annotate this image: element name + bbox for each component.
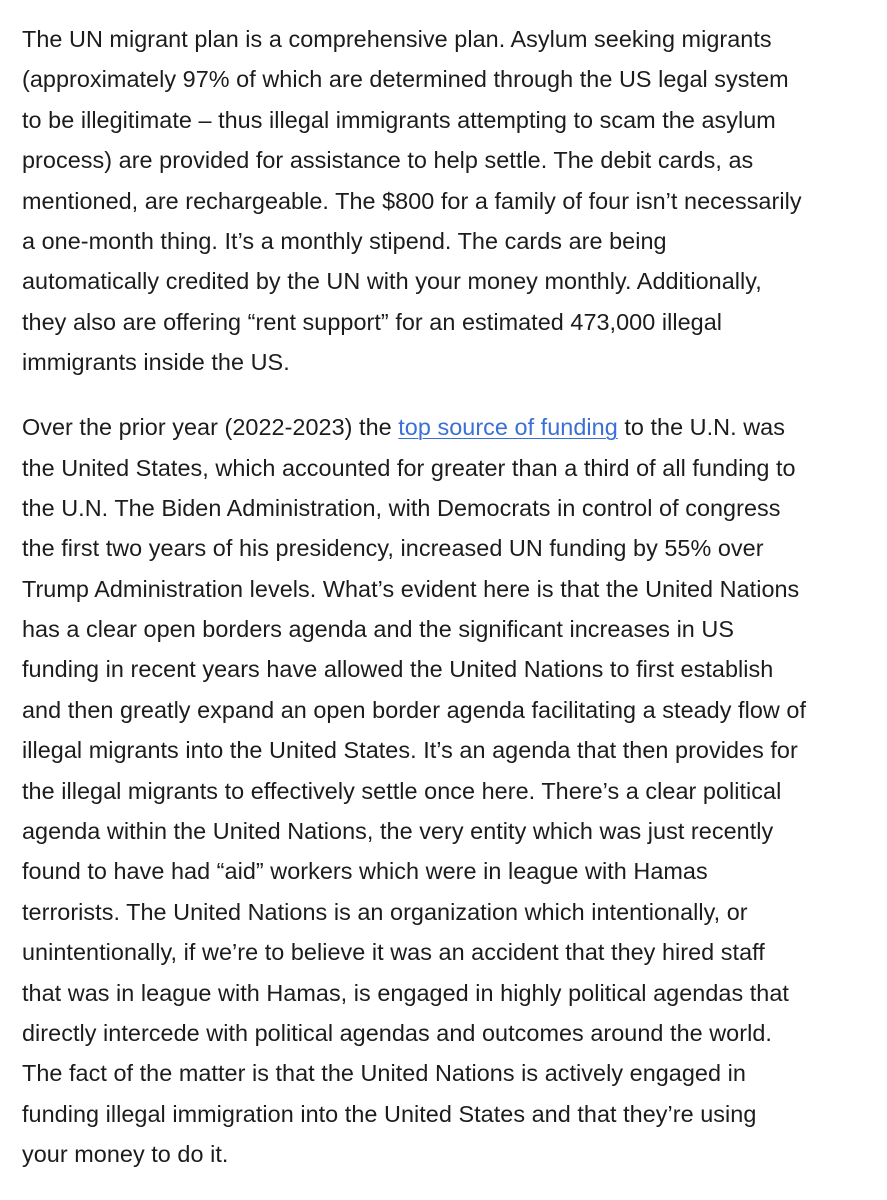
paragraph-line: illegal migrants into the United States. It’s an agenda that then provides for — [22, 737, 798, 764]
paragraph-line: they also are offering “rent support” for an estimated 473,000 illegal — [22, 308, 722, 335]
paragraph-line: a one-month thing. It’s a monthly stipend. The cards are being — [22, 227, 667, 254]
paragraph-line: terrorists. The United Nations is an organization which intentionally, or — [22, 898, 748, 925]
paragraph-line: automatically credited by the UN with your money monthly. Additionally, — [22, 268, 762, 295]
paragraph-line: found to have had “aid” workers which were in league with Hamas — [22, 858, 708, 885]
paragraph-line: that was in league with Hamas, is engaged in highly political agendas that — [22, 979, 789, 1006]
paragraph-line: the illegal migrants to effectively settle once here. There’s a clear political — [22, 777, 782, 804]
paragraph-line: the United States, which accounted for greater than a third of all funding to — [22, 454, 796, 481]
paragraph-line: the U.N. The Biden Administration, with Democrats in control of congress — [22, 494, 781, 521]
paragraph-line: Trump Administration levels. What’s evident here is that the United Nations — [22, 575, 800, 602]
paragraph-line — [22, 407, 863, 447]
paragraph-line: your money to do it. — [22, 1141, 229, 1168]
top-source-of-funding-link[interactable]: top source of funding — [398, 414, 618, 441]
paragraph-line: directly intercede with political agendas and outcomes around the world. — [22, 1019, 772, 1046]
paragraph-line: has a clear open borders agenda and the significant increases in US — [22, 616, 735, 643]
line-text-after-link: to the U.N. was — [617, 414, 785, 441]
article-paragraph — [22, 407, 863, 1174]
paragraph-line: the first two years of his presidency, increased UN funding by 55% over — [22, 535, 764, 562]
article-paragraph — [22, 19, 863, 383]
paragraph-line: The UN migrant plan is a comprehensive plan. Asylum seeking migrants — [22, 26, 772, 52]
paragraph-line: immigrants inside the US. — [22, 349, 290, 376]
paragraph-line: funding in recent years have allowed the United Nations to first establish — [22, 656, 774, 683]
paragraph-line: agenda within the United Nations, the very entity which was just recently — [22, 818, 774, 845]
paragraph-line: mentioned, are rechargeable. The $800 for a family of four isn’t necessarily — [22, 187, 802, 214]
paragraph-line: funding illegal immigration into the United States and that they’re using — [22, 1100, 757, 1127]
paragraph-line: and then greatly expand an open border agenda facilitating a steady flow of — [22, 696, 806, 723]
paragraph-line: process) are provided for assistance to help settle. The debit cards, as — [22, 147, 754, 174]
line-text-before-link: Over the prior year (2022-2023) the — [22, 414, 399, 441]
paragraph-line: to be illegitimate – thus illegal immigrants attempting to scam the asylum — [22, 106, 776, 133]
paragraph-line: The fact of the matter is that the United Nations is actively engaged in — [22, 1060, 746, 1087]
paragraph-line: (approximately 97% of which are determined through the US legal system — [22, 66, 789, 93]
paragraph-line: unintentionally, if we’re to believe it was an accident that they hired staff — [22, 939, 765, 966]
